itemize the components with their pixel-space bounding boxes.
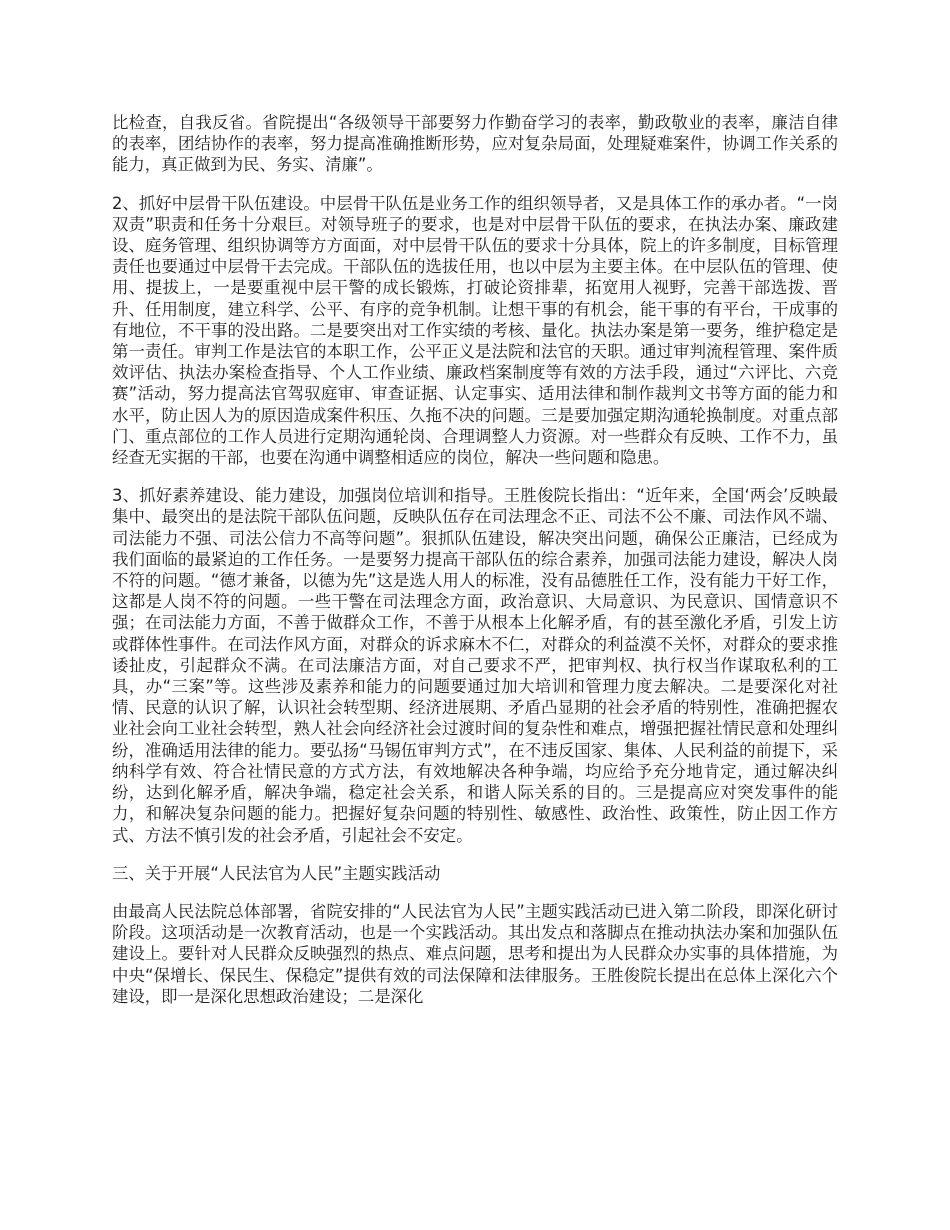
paragraph-3: 3、抓好素养建设、能力建设，加强岗位培训和指导。王胜俊院长指出：“近年来，全国‘两会’反映最集中、最突出的是法院干部队伍问题，反映队伍存在司法理念不正、司法不公不廉、司法作风不端、司法能力不强、司法公信力不高等问题”。狠抓队伍建设，解决突出问题，确保公正廉洁，已经成为我们面临的最紧迫的工作任务。一是要努力提高干部队伍的综合素养，加强司法能力建设，解决人岗不符的问题。“德才兼备，以德为先”这是选人用人的标准，没有品德胜任工作，没有能力干好工作，这都是人岗不符的问题。一些干警在司法理念方面，政治意识、大局意识、为民意识、国情意识不强；在司法能力方面，不善于做群众工作，不善于从根本上化解矛盾，有的甚至激化矛盾，引发上访或群体性事件。在司法作风方面，对群众的诉求麻木不仁，对群众的利益漠不关怀，对群众的要求推诿扯皮，引起群众不满。在司法廉洁方面，对自己要求不严，把审判权、执行权当作谋取私利的工具，办“三案”等。这些涉及素养和能力的问题要通过加大培训和管理力度去解决。二是要深化对社情、民意的认识了解，认识社会转型期、经济进展期、矛盾凸显期的社会矛盾的特别性，准确把握农业社会向工业社会转型，熟人社会向经济社会过渡时间的复杂性和难点，增强把握社情民意和处理纠纷，准确适用法律的能力。要弘扬“马锡伍审判方式”，在不违反国家、集体、人民利益的前提下，采纳科学有效、符合社情民意的方式方法，有效地解决各种争端，均应给予充分地肯定，通过解决纠纷，达到化解矛盾，解决争端，稳定社会关系，和谐人际关系的目的。三是提高应对突发事件的能力，和解决复杂问题的能力。把握好复杂问题的特别性、敏感性、政治性、政策性，防止因工作方式、方法不慎引发的社会矛盾，引起社会不安定。 bbox=[112, 486, 838, 845]
section-heading: 三、关于开展“人民法官为人民”主题实践活动 bbox=[112, 863, 441, 883]
paragraph-2: 2、抓好中层骨干队伍建设。中层骨干队伍是业务工作的组织领导者，又是具体工作的承办者。“一岗双责”职责和任务十分艰巨。对领导班子的要求，也是对中层骨干队伍的要求，在执法办案、廉政建设、庭务管理、组织协调等方方面面，对中层骨干队伍的要求十分具体，院上的许多制度，目标管理责任也要通过中层骨干去完成。干部队伍的选拔任用，也以中层为主要主体。在中层队伍的管理、使用、提拔上，一是要重视中层干警的成长锻炼，打破论资排辈，拓宽用人视野，完善干部选拨、晋升、任用制度，建立科学、公平、有序的竞争机制。让想干事的有机会，能干事的有平台，干成事的有地位，不干事的没出路。二是要突出对工作实绩的考核、量化。执法办案是第一要务，维护稳定是第一责任。审判工作是法官的本职工作，公平正义是法院和法官的天职。通过审判流程管理、案件质效评估、执法办案检查指导、个人工作业绩、廉政档案制度等有效的方法手段，通过“六评比、六竞赛”活动，努力提高法官驾驭庭审、审查证据、认定事实、适用法律和制作裁判文书等方面的能力和水平，防止因人为的原因造成案件积压、久拖不决的问题。三是要加强定期沟通轮换制度。对重点部门、重点部位的工作人员进行定期沟通轮岗、合理调整人力资源。对一些群众有反映、工作不力，虽经查无实据的干部，也要在沟通中调整相适应的岗位，解决一些问题和隐患。 bbox=[112, 193, 838, 468]
paragraph-4: 由最高人民法院总体部署，省院安排的“人民法官为人民”主题实践活动已进入第二阶段，即深化研讨阶段。这项活动是一次教育活动，也是一个实践活动。其出发点和落脚点在推动执法办案和加强队伍建设上。要针对人民群众反映强烈的热点、难点问题，思考和提出为人民群众办实事的具体措施，为中央“保增长、保民生、保稳定”提供有效的司法保障和法律服务。王胜俊院长提出在总体上深化六个建设，即一是深化思想政治建设；二是深化 bbox=[112, 901, 838, 1006]
paragraph-1: 比检查，自我反省。省院提出“各级领导干部要努力作勤奋学习的表率，勤政敬业的表率，廉洁自律的表率，团结协作的表率，努力提高准确推断形势，应对复杂局面，处理疑难案件，协调工作关系的能力，真正做到为民、务实、清廉”。 bbox=[112, 113, 838, 175]
